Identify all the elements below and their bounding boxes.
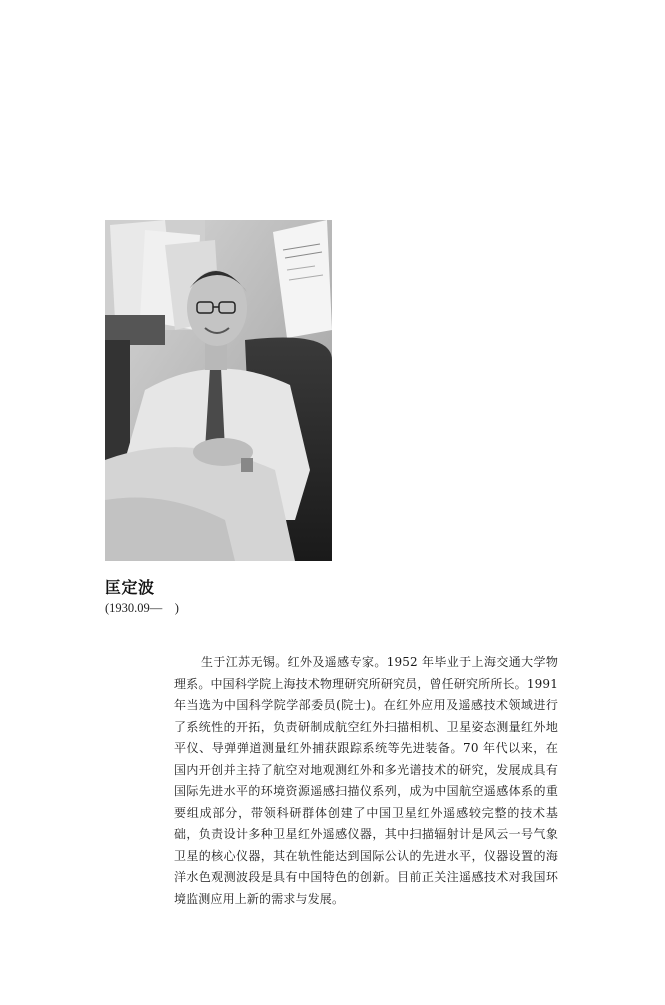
person-dates: (1930.09— ) [105, 601, 179, 615]
person-name: 匡定波 [105, 578, 155, 597]
portrait-photo [105, 220, 332, 561]
person-biography: 生于江苏无锡。红外及遥感专家。1952 年毕业于上海交通大学物理系。中国科学院上海技术物理研究所研究员，曾任研究所所长。1991 年当选为中国科学院学部委员(院士)。在红外应用及遥感技术领域进行了系统性的开拓，负责研制成航空红外扫描相机、卫星姿态测量红外地平仪、导弹弹道测量红外捕获跟踪系统等先进装备。70 年代以来，在国内开创并主持了航空对地观测红外和多光谱技术的研究，发展成具有国际先进水平的环境资源遥感扫描仪系列，成为中国航空遥感体系的重要组成部分，带领科研群体创建了中国卫星红外遥感较完整的技术基础，负责设计多种卫星红外遥感仪器，其中扫描辐射计是风云一号气象卫星的核心仪器，其在轨性能达到国际公认的先进水平，仪器设置的海洋水色观测波段是具有中国特色的创新。目前正关注遥感技术对我国环境监测应用上新的需求与发展。 [174, 655, 558, 906]
